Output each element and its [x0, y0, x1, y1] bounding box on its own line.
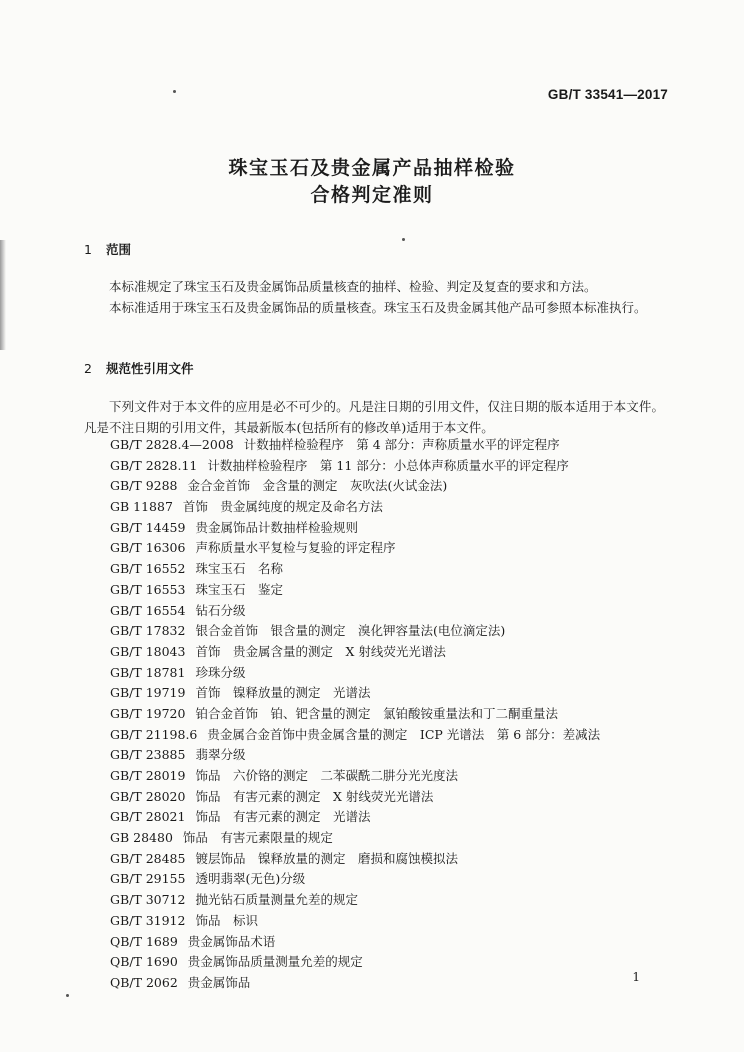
reference-title: 饰品 标识	[195, 912, 258, 928]
reference-code: GB/T 18043	[110, 643, 186, 659]
standard-number: GB/T 33541—2017	[547, 87, 668, 102]
reference-item	[110, 869, 600, 890]
reference-code: GB/T 23885	[110, 747, 186, 763]
reference-code: GB/T 28485	[110, 850, 186, 866]
reference-code: GB/T 16554	[110, 602, 186, 618]
scope-paragraph-1: 本标准规定了珠宝玉石及贵金属饰品质量核查的抽样、检验、判定及复查的要求和方法。	[109, 279, 597, 294]
reference-code: GB/T 21198.6	[110, 726, 198, 742]
reference-title: 声称质量水平复检与复验的评定程序	[195, 540, 396, 556]
reference-code: GB 11887	[110, 499, 173, 515]
reference-title: 金合金首饰 金含量的测定 灰吹法(火试金法)	[187, 478, 448, 494]
reference-title: 计数抽样检验程序 第 11 部分：小总体声称质量水平的评定程序	[207, 457, 569, 473]
reference-title: 贵金属合金首饰中贵金属含量的测定 ICP 光谱法 第 6 部分：差减法	[207, 726, 601, 742]
reference-item	[110, 601, 600, 622]
reference-title: 抛光钻石质量测量允差的规定	[195, 892, 358, 908]
section-title: 范围	[106, 242, 132, 257]
reference-title: 饰品 有害元素的测定 光谱法	[195, 809, 371, 825]
reference-item	[110, 952, 600, 973]
reference-item	[110, 642, 600, 663]
reference-item	[110, 807, 600, 828]
reference-code: GB/T 31912	[110, 912, 186, 928]
reference-item	[110, 849, 600, 870]
reference-code: QB/T 1690	[110, 954, 178, 970]
reference-title: 铂合金首饰 铂、钯含量的测定 氯铂酸铵重量法和丁二酮重量法	[195, 705, 558, 721]
reference-code: GB/T 19719	[110, 685, 186, 701]
scope-paragraph-2: 本标准适用于珠宝玉石及贵金属饰品的质量核查。珠宝玉石及贵金属其他产品可参照本标准执行。	[109, 300, 647, 315]
reference-title: 珍珠分级	[195, 664, 246, 680]
reference-title: 镀层饰品 镍释放量的测定 磨损和腐蚀模拟法	[195, 850, 458, 866]
reference-code: GB/T 2828.4—2008	[110, 437, 234, 452]
reference-item	[110, 828, 600, 849]
reference-title: 珠宝玉石 名称	[195, 561, 283, 577]
reference-code: GB/T 16553	[110, 581, 186, 597]
reference-title: 贵金属饰品术语	[187, 933, 276, 949]
reference-code: GB/T 17832	[110, 623, 186, 639]
reference-item	[110, 538, 600, 559]
reference-item	[110, 518, 600, 539]
reference-code: GB/T 16552	[110, 561, 186, 577]
reference-item	[110, 497, 600, 518]
reference-item	[110, 890, 600, 911]
reference-title: 饰品 有害元素限量的规定	[182, 830, 333, 846]
reference-title: 珠宝玉石 鉴定	[195, 581, 283, 597]
section-title: 规范性引用文件	[106, 361, 194, 376]
scan-speck	[173, 90, 176, 93]
document-title-line-2: 合格判定准则	[310, 184, 434, 206]
reference-title: 贵金属饰品质量测量允差的规定	[187, 954, 363, 970]
reference-item	[110, 704, 600, 725]
reference-item	[110, 787, 600, 808]
reference-list	[110, 435, 600, 994]
reference-code: GB/T 19720	[110, 705, 186, 721]
reference-item	[110, 476, 600, 497]
reference-title: 首饰 贵金属含量的测定 X 射线荧光光谱法	[195, 643, 446, 659]
reference-item	[110, 559, 600, 580]
section-1-heading	[84, 240, 131, 258]
reference-item	[110, 456, 600, 477]
reference-code: GB/T 28019	[110, 768, 186, 783]
page-number: 1	[632, 970, 640, 984]
reference-code: GB/T 30712	[110, 892, 186, 908]
reference-title: 饰品 有害元素的测定 X 射线荧光光谱法	[195, 788, 434, 804]
reference-code: GB 28480	[110, 830, 173, 846]
reference-item	[110, 435, 600, 456]
reference-title: 饰品 六价铬的测定 二苯碳酰二肼分光光度法	[195, 768, 458, 783]
reference-title: 透明翡翠(无色)分级	[195, 871, 306, 887]
reference-item	[110, 621, 600, 642]
scan-speck	[402, 238, 405, 241]
reference-item	[110, 745, 600, 766]
reference-code: GB/T 28021	[110, 809, 186, 825]
reference-code: GB/T 28020	[110, 788, 186, 804]
normative-references-intro: 下列文件对于本文件的应用是必不可少的。凡是注日期的引用文件，仅注日期的版本适用于本文件。凡是不注日期的引用文件，其最新版本(包括所有的修改单)适用于本文件。	[84, 399, 664, 435]
reference-item	[110, 683, 600, 704]
reference-title: 首饰 镍释放量的测定 光谱法	[195, 685, 371, 701]
document-title-line-1: 珠宝玉石及贵金属产品抽样检验	[228, 157, 516, 179]
reference-item	[110, 932, 600, 953]
section-number: 1	[84, 242, 92, 257]
reference-code: GB/T 2828.11	[110, 457, 198, 473]
reference-item	[110, 973, 600, 994]
scan-speck	[66, 994, 69, 997]
reference-code: GB/T 18781	[110, 664, 186, 680]
reference-title: 钻石分级	[195, 602, 246, 618]
reference-title: 银合金首饰 银含量的测定 溴化钾容量法(电位滴定法)	[195, 623, 506, 639]
reference-code: GB/T 14459	[110, 519, 186, 535]
reference-code: GB/T 9288	[110, 478, 178, 494]
reference-code: GB/T 16306	[110, 540, 186, 556]
reference-item	[110, 766, 600, 787]
reference-title: 贵金属饰品	[187, 974, 251, 990]
reference-item	[110, 663, 600, 684]
reference-item	[110, 725, 600, 746]
reference-title: 贵金属饰品计数抽样检验规则	[195, 519, 358, 535]
reference-code: QB/T 2062	[110, 974, 178, 990]
reference-title: 首饰 贵金属纯度的规定及命名方法	[182, 499, 383, 515]
reference-item	[110, 911, 600, 932]
section-2-heading	[84, 359, 194, 377]
reference-title: 翡翠分级	[195, 747, 246, 763]
reference-title: 计数抽样检验程序 第 4 部分：声称质量水平的评定程序	[243, 437, 560, 452]
section-number: 2	[84, 361, 92, 376]
reference-item	[110, 580, 600, 601]
reference-code: QB/T 1689	[110, 933, 178, 949]
reference-code: GB/T 29155	[110, 871, 186, 887]
scanned-page-edge-shadow	[0, 240, 6, 350]
